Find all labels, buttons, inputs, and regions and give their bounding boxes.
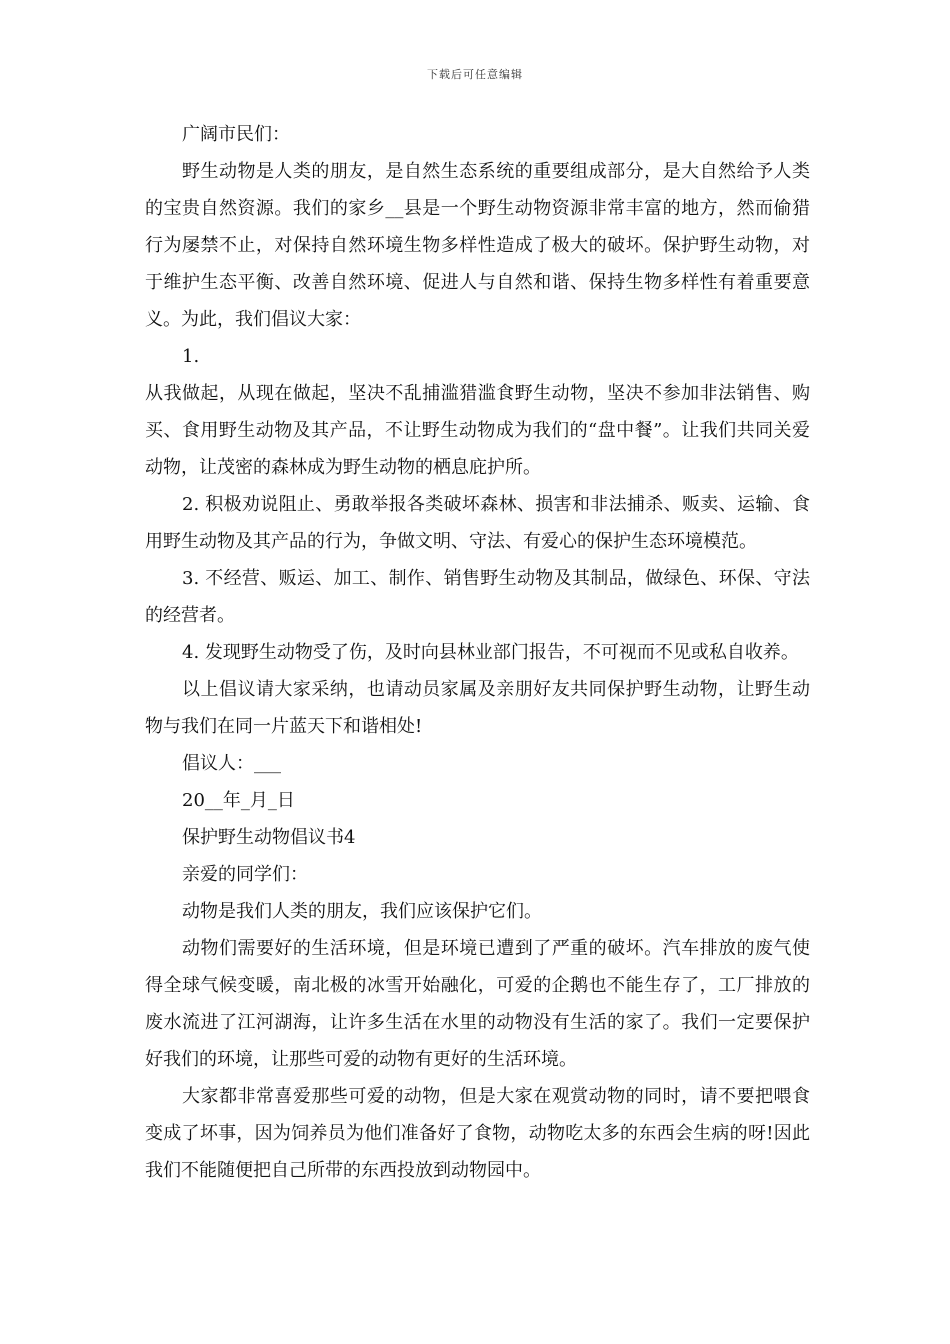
intro-paragraph: 野生动物是人类的朋友，是自然生态系统的重要组成部分，是大自然给予人类的宝贵自然资源。我们的家乡__县是一个野生动物资源非常丰富的地方，然而偷猎行为屡禁不止，对保持自然环境生物多样性造成了极大的破坏。保护野生动物，对于维护生态平衡、改善自然环境、促进人与自然和谐、保持生物多样性有着重要意义。为此，我们倡议大家： bbox=[145, 161, 810, 330]
closing-paragraph: 以上倡议请大家采纳，也请动员家属及亲朋好友共同保护野生动物，让野生动物与我们在同一片蓝天下和谐相处! bbox=[145, 679, 810, 737]
animals-friends-paragraph: 动物是我们人类的朋友，我们应该保护它们。 bbox=[182, 901, 542, 922]
feeding-paragraph: 大家都非常喜爱那些可爱的动物，但是大家在观赏动物的同时，请不要把喂食变成了坏事，因为饲养员为他们准备好了食物，动物吃太多的东西会生病的呀!因此我们不能随便把自己所带的东西投放到动物园中。 bbox=[145, 1086, 810, 1181]
item-1-text: 从我做起，从现在做起，坚决不乱捕滥猎滥食野生动物，坚决不参加非法销售、购买、食用野生动物及其产品，不让野生动物成为我们的“盘中餐”。让我们共同关爱动物，让茂密的森林成为野生动物的栖息庇护所。 bbox=[145, 383, 810, 478]
document-body bbox=[145, 116, 810, 1189]
section-title: 保护野生动物倡议书4 bbox=[182, 827, 356, 848]
environment-paragraph: 动物们需要好的生活环境，但是环境已遭到了严重的破坏。汽车排放的废气使得全球气候变暖，南北极的冰雪开始融化，可爱的企鹅也不能生存了，工厂排放的废水流进了江河湖海，让许多生活在水里的动物没有生活的家了。我们一定要保护好我们的环境，让那些可爱的动物有更好的生活环境。 bbox=[145, 938, 810, 1070]
item-3: 3. 不经营、贩运、加工、制作、销售野生动物及其制品，做绿色、环保、守法的经营者。 bbox=[145, 568, 810, 626]
item-1-number: 1. bbox=[182, 346, 200, 367]
signer-line: 倡议人：___ bbox=[182, 753, 281, 774]
greeting-citizens: 广阔市民们： bbox=[182, 124, 290, 145]
greeting-students: 亲爱的同学们： bbox=[182, 864, 308, 885]
date-line: 20__年_月_日 bbox=[182, 790, 295, 811]
item-4: 4. 发现野生动物受了伤，及时向县林业部门报告，不可视而不见或私自收养。 bbox=[182, 642, 799, 663]
page-header-note: 下载后可任意编辑 bbox=[427, 68, 523, 81]
item-2: 2. 积极劝说阻止、勇敢举报各类破坏森林、损害和非法捕杀、贩卖、运输、食用野生动物及其产品的行为，争做文明、守法、有爱心的保护生态环境模范。 bbox=[145, 494, 810, 552]
